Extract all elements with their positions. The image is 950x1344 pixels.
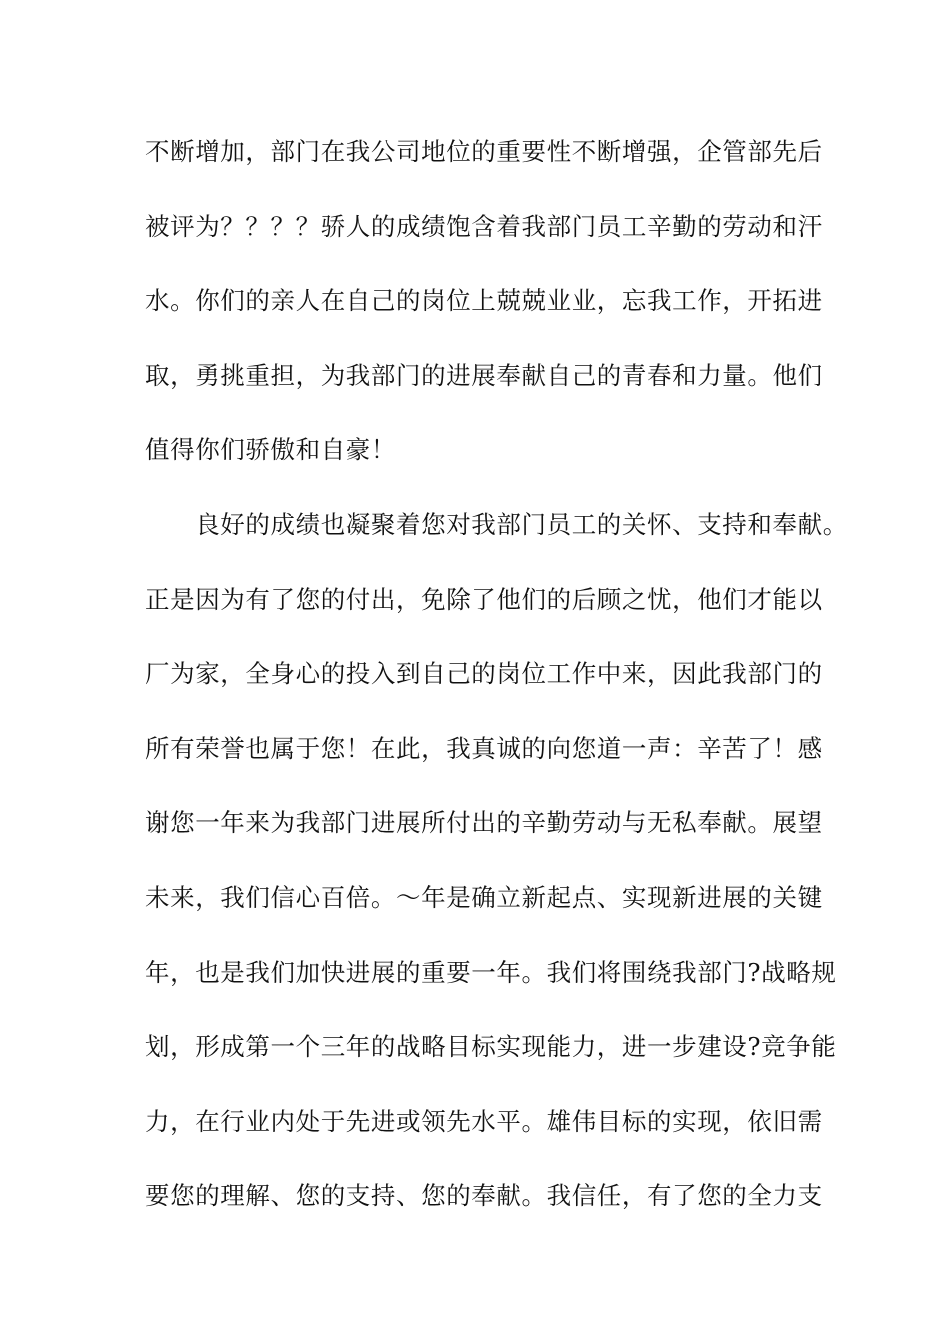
text-line: 被评为？？？？骄人的成绩饱含着我部门员工辛勤的劳动和汗 — [145, 211, 823, 241]
text-line: 值得你们骄傲和自豪！ — [145, 435, 396, 465]
text-line: 未来，我们信心百倍。～年是确立新起点、实现新进展的关键 — [145, 882, 823, 912]
text-line: 厂为家，全身心的投入到自己的岗位工作中来，因此我部门的 — [145, 659, 823, 689]
text-line: 水。你们的亲人在自己的岗位上兢兢业业，忘我工作，开拓进 — [145, 286, 823, 316]
text-line: 要您的理解、您的支持、您的奉献。我信任，有了您的全力支 — [145, 1181, 823, 1211]
text-line: 正是因为有了您的付出，免除了他们的后顾之忧，他们才能以 — [145, 584, 823, 614]
text-line: 所有荣誉也属于您！在此，我真诚的向您道一声：辛苦了！感 — [145, 733, 823, 763]
text-line: 取，勇挑重担，为我部门的进展奉献自己的青春和力量。他们 — [145, 360, 823, 390]
text-line: 谢您一年来为我部门进展所付出的辛勤劳动与无私奉献。展望 — [145, 808, 823, 838]
body-text — [145, 126, 848, 1245]
text-line: 不断增加，部门在我公司地位的重要性不断增强，企管部先后 — [145, 137, 823, 166]
text-line: 力，在行业内处于先进或领先水平。雄伟目标的实现，依旧需 — [145, 1106, 823, 1136]
text-line: 良好的成绩也凝聚着您对我部门员工的关怀、支持和奉献。 — [145, 509, 848, 539]
text-line: 划，形成第一个三年的战略目标实现能力，进一步建设?竞争能 — [145, 1032, 837, 1062]
text-line: 年，也是我们加快进展的重要一年。我们将围绕我部门?战略规 — [145, 957, 837, 987]
